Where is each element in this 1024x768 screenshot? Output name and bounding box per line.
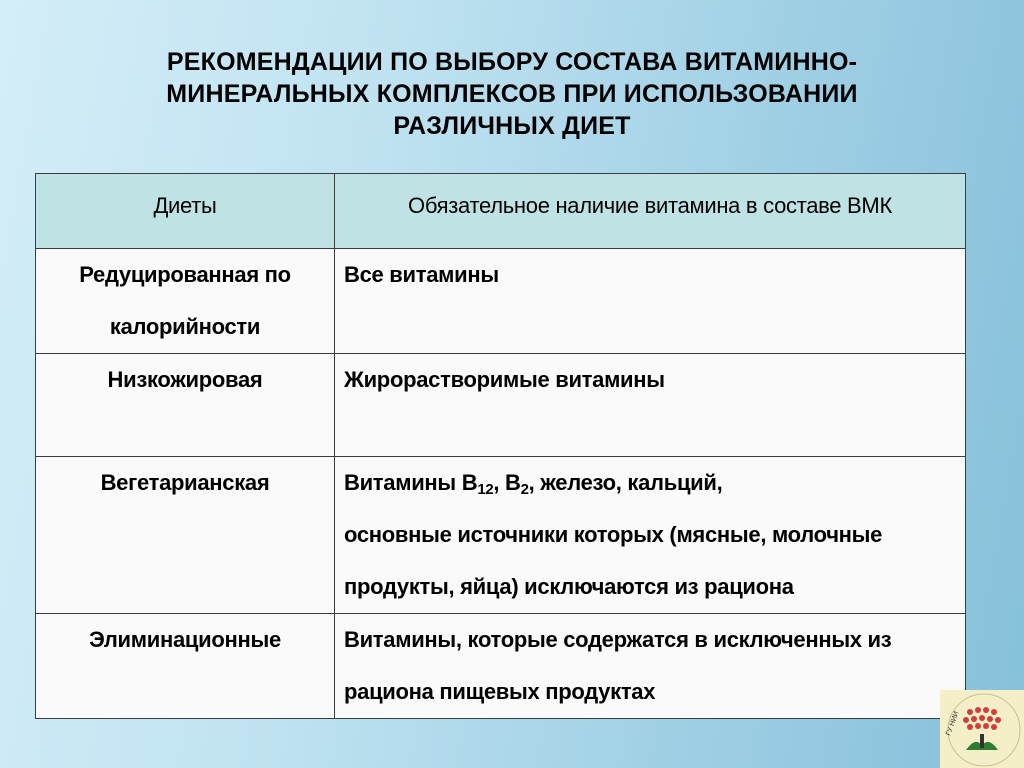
diet-name: Вегетарианская [100, 470, 270, 495]
title-line-1: РЕКОМЕНДАЦИИ ПО ВЫБОРУ СОСТАВА ВИТАМИННО- [166, 48, 858, 76]
table-row [36, 354, 966, 457]
subscript-12: 12 [477, 481, 494, 498]
vitamins-line-2: рациона пищевых продуктах [344, 679, 656, 704]
diet-name: Редуцированная по калорийности [79, 262, 291, 339]
header-vitamins: Обязательное наличие витамина в составе ВМК [335, 174, 966, 249]
vitamins-line-1 [344, 457, 965, 509]
diet-name: Элиминационные [89, 627, 281, 652]
diet-cell [36, 457, 335, 614]
vitamins-prefix: Витамины В [344, 470, 478, 495]
title-line-2: МИНЕРАЛЬНЫХ КОМПЛЕКСОВ ПРИ ИСПОЛЬЗОВАНИИ [166, 80, 858, 108]
diet-cell [36, 614, 335, 719]
vitamins-cell [335, 457, 966, 614]
diet-cell [36, 354, 335, 457]
vitamins-suffix: , железо, кальций, [528, 470, 723, 495]
title-line-3: РАЗЛИЧНЫХ ДИЕТ [393, 112, 631, 140]
institute-logo-icon [940, 690, 1024, 768]
header-diets: Диеты [36, 174, 335, 249]
diet-cell [36, 249, 335, 354]
vitamins-line-3: продукты, яйца) исключаются из рациона [344, 574, 794, 599]
table-row [36, 249, 966, 354]
vitamins-cell [335, 354, 966, 457]
page-title [80, 46, 944, 142]
table-row [36, 614, 966, 719]
vitamins-text: Жирорастворимые витамины [344, 367, 665, 392]
subscript-2: 2 [520, 481, 529, 498]
vitamins-text: Все витамины [344, 262, 499, 287]
svg-text:ГУ НИИ: ГУ НИИ [945, 710, 961, 737]
vitamins-cell [335, 249, 966, 354]
vitamins-line-1: Витамины, которые содержатся в исключенных из [344, 627, 892, 652]
diet-table [35, 173, 966, 719]
diet-name: Низкожировая [107, 367, 263, 392]
vitamins-line-2: основные источники которых (мясные, молочные [344, 522, 883, 547]
table-row [36, 457, 966, 614]
vitamins-mid: , В [493, 470, 521, 495]
table-header-row [36, 174, 966, 249]
vitamins-cell [335, 614, 966, 719]
